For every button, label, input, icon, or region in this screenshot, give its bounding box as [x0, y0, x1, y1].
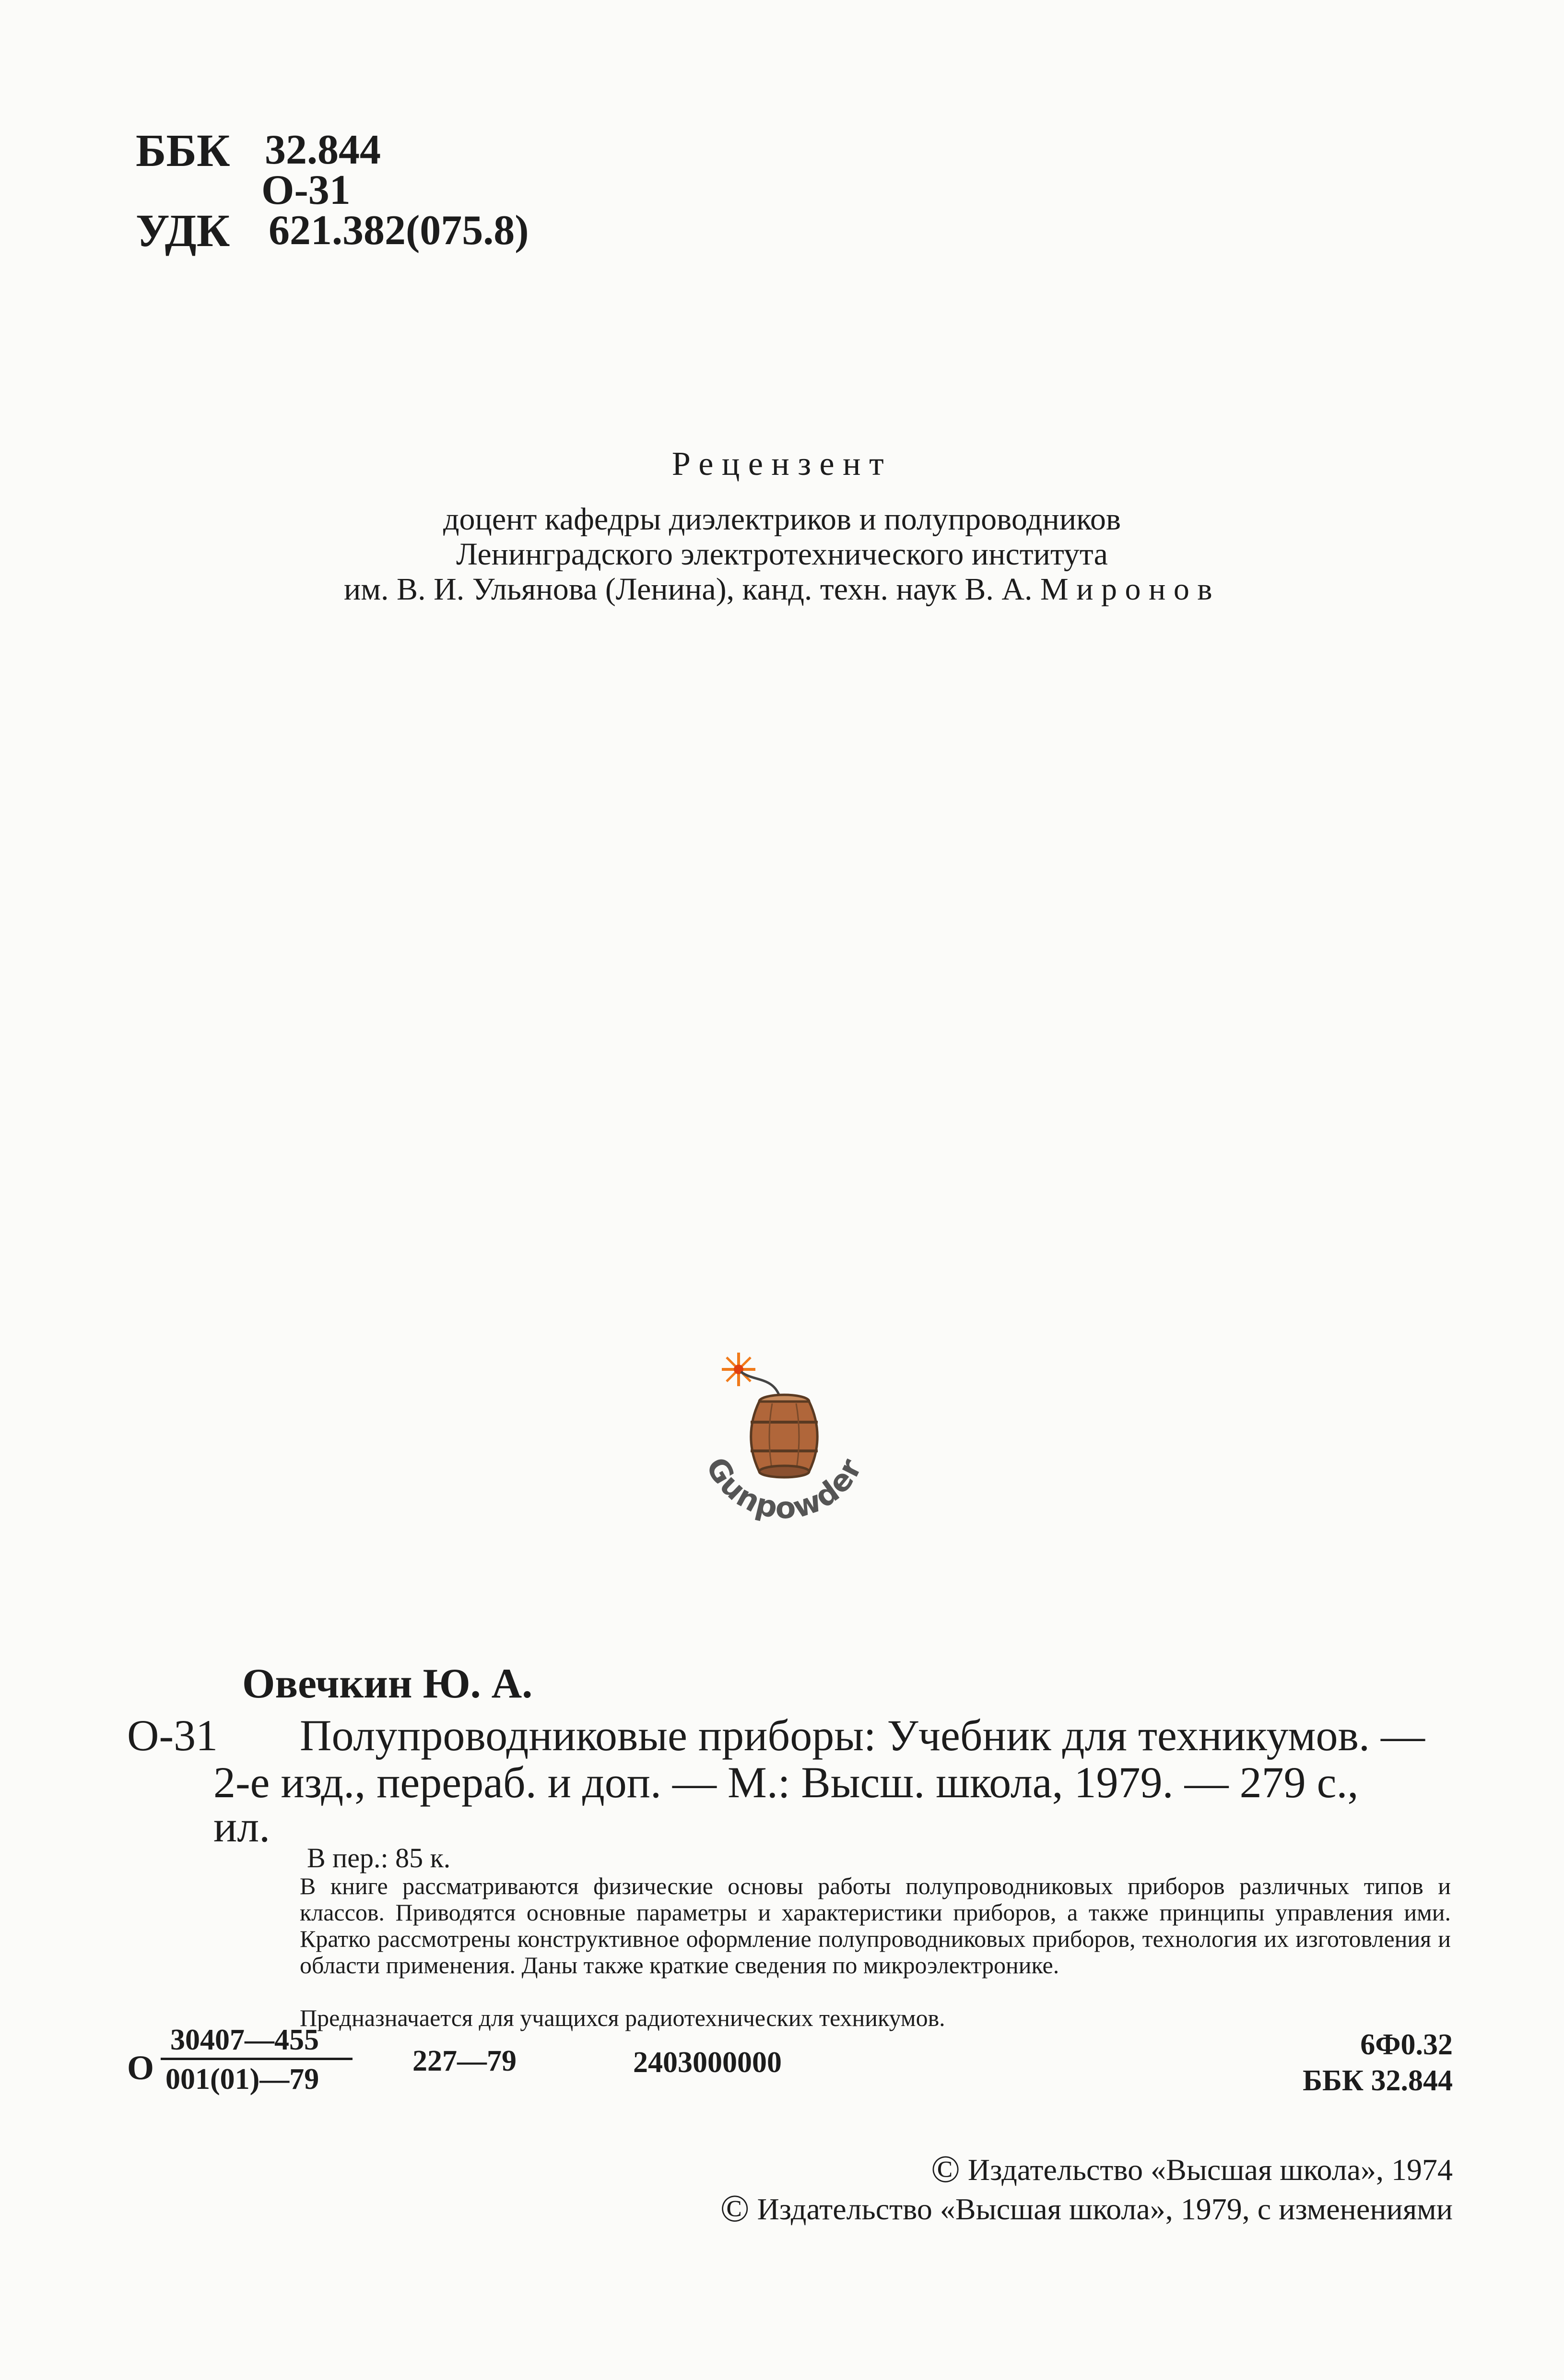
copyright-icon: ©	[931, 2148, 960, 2191]
price: В пер.: 85 к.	[307, 1842, 451, 1873]
spark-icon	[722, 1353, 755, 1386]
author-mark: О-31	[261, 167, 351, 213]
reviewer-line-2: Ленинградского электротехнического института	[456, 537, 1108, 572]
author-name: Овечкин Ю. А.	[242, 1661, 533, 1707]
record-mark: О-31	[127, 1711, 218, 1760]
fraction-line	[161, 2058, 353, 2060]
bbk-label: ББК	[136, 125, 230, 176]
abstract: В книге рассматриваются физические основы работы полупроводниковых приборов различных типов и классов. Приводятся основные параметры и характеристики приборов, а также принципы управления ими. Кратко рассмотрены конструктивное оформление полупроводниковых приборов, технология их изготовления и области применения. Даны также краткие сведения по микроэлектронике.	[300, 1873, 1451, 1979]
code-numerator: 30407—455	[170, 2024, 319, 2056]
code-prefix: О	[127, 2049, 154, 2087]
publisher-logo	[681, 1338, 882, 1540]
code-denominator: 001(01)—79	[165, 2063, 319, 2096]
code-2403: 2403000000	[633, 2046, 782, 2079]
powder-keg-icon	[681, 1338, 882, 1540]
udk-code: 621.382(075.8)	[269, 207, 529, 254]
reviewer-name: Миронов	[1040, 572, 1221, 607]
audience-note: Предназначается для учащихся радиотехнических техникумов.	[300, 2004, 945, 2031]
bbk-code: 32.844	[265, 127, 381, 173]
title-line-1: Полупроводниковые приборы: Учебник для техникумов. —	[300, 1711, 1425, 1760]
code-227: 227—79	[412, 2045, 517, 2077]
copyright-1979	[720, 2187, 1453, 2231]
title-line-3: ил.	[213, 1802, 270, 1851]
reviewer-line-3	[0, 571, 1564, 608]
copyright-1974	[931, 2148, 1453, 2191]
reviewer-affiliation: им. В. И. Ульянова (Ленина), канд. техн. наук В. А.	[343, 572, 1033, 607]
copyright-icon: ©	[720, 2188, 750, 2230]
title-line-2: 2-е изд., перераб. и доп. — М.: Высш. школа, 1979. — 279 с.,	[213, 1758, 1359, 1807]
code-bbk-bottom: ББК 32.844	[1303, 2064, 1453, 2097]
reviewer-line-1: доцент кафедры диэлектриков и полупроводников	[443, 502, 1121, 537]
udk-label: УДК	[136, 205, 230, 256]
reviewer-heading: Рецензент	[671, 446, 893, 483]
logo-text: Gunpowder	[699, 1451, 869, 1526]
copyright-1974-text: Издательство «Высшая школа», 1974	[967, 2153, 1453, 2187]
copyright-1979-text: Издательство «Высшая школа», 1979, с изменениями	[757, 2192, 1453, 2226]
code-6f032: 6Ф0.32	[1360, 2028, 1453, 2061]
